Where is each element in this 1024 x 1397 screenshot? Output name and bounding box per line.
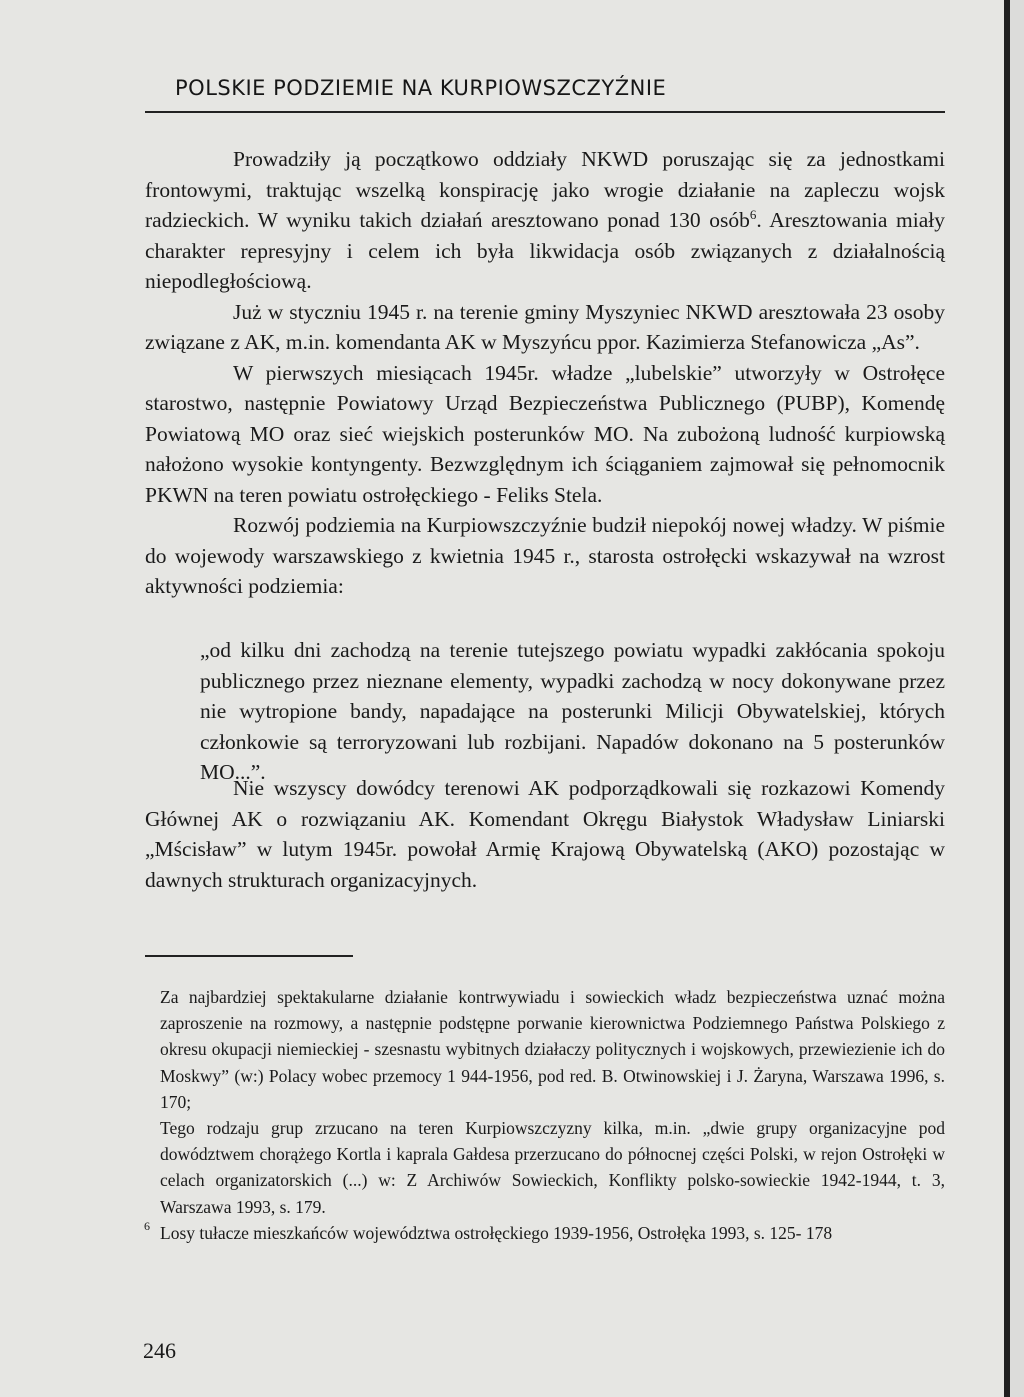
footnote-ref-6: 6 (749, 206, 757, 222)
paragraph-2: Już w styczniu 1945 r. na terenie gminy Myszyniec NKWD aresztowała 23 osoby związane z AK, m.in. komendanta AK w Myszyńcu ppor. Kazimierza Stefanowicza „As”. (145, 299, 945, 354)
block-quote (200, 635, 945, 788)
paragraph-3: W pierwszych miesiącach 1945r. władze „lubelskie” utworzyły w Ostrołęce starostwo, następnie Powiatowy Urząd Bezpieczeństwa Publicznego (PUBP), Komendę Powiatową MO oraz sieć wiejskich posterunków MO. Na zubożoną ludność kurpiowską nałożono wysokie kontyngenty. Bezwzględnym ich ściąganiem zajmował się pełnomocnik PKWN na teren powiatu ostrołęckiego - Feliks Stela. (145, 360, 945, 507)
header-rule (145, 111, 945, 113)
quote-text: „od kilku dni zachodzą na terenie tutejszego powiatu wypadki zakłócania spokoju publicznego przez nieznane elementy, wypadki zachodzą w nocy dokonywane przez nie wytropione bandy, napadające na posterunki Milicji Obywatelskiej, których członkowie są terroryzowani lub rozbijani. Napadów dokonano na 5 posterunków MO...”. (200, 638, 945, 784)
paragraph-4: Rozwój podziemia na Kurpiowszczyźnie budził niepokój nowej władzy. W piśmie do wojewody warszawskiego z kwietnia 1945 r., starosta ostrołęcki wskazywał na wzrost aktywności podziemia: (145, 513, 945, 598)
footnote-b: Tego rodzaju grup zrzucano na teren Kurpiowszczyzny kilka, m.in. „dwie grupy organizacyjne pod dowództwem chorążego Kortla i kaprala Gałdesa przerzucano do północnej części Polski, w rejon Ostrołęki w celach organizatorskich (...) w: Z Archiwów Sowieckich, Konflikty polsko-sowieckie 1942-1944, t. 3, Warszawa 1993, s. 179. (160, 1118, 945, 1217)
footnote-rule (145, 955, 353, 957)
main-text-continued (145, 773, 945, 895)
paragraph-1-text: Prowadziły ją początkowo oddziały NKWD poruszając się za jednostkami frontowymi, traktując wszelką konspirację jako wrogie działanie na zapleczu wojsk radzieckich. W wyniku takich działań aresztowano ponad 130 osób (145, 147, 945, 232)
main-text (145, 144, 945, 602)
paragraph-1 (145, 144, 945, 297)
footnote-6 (144, 1218, 945, 1246)
footnote-a: Za najbardziej spektakularne działanie kontrwywiadu i sowieckich władz bezpieczeństwa uznać można zaproszenie na rozmowy, a następnie podstępne porwanie kierownictwa Podziemnego Państwa Polskiego z okresu okupacji niemieckiej - szesnastu wybitnych działaczy politycznych i wojskowych, przewiezienie ich do Moskwy” (w:) Polacy wobec przemocy 1 944-1956, pod red. B. Otwinowskiej i J. Żaryna, Warszawa 1996, s. 170; (160, 987, 945, 1112)
page-number: 246 (143, 1338, 176, 1363)
footnote-6-text: Losy tułacze mieszkańców województwa ostrołęckiego 1939-1956, Ostrołęka 1993, s. 125- 178 (160, 1222, 833, 1243)
footnotes (144, 984, 945, 1246)
paragraph-1-rest: . Aresztowania miały charakter represyjny i celem ich była likwidacja osób związanych z działalnością niepodległościową. (145, 208, 945, 293)
footnote-6-number: 6 (144, 1218, 150, 1233)
paragraph-5: Nie wszyscy dowódcy terenowi AK podporządkowali się rozkazowi Komendy Głównej AK o rozwiązaniu AK. Komendant Okręgu Białystok Władysław Liniarski „Mścisław” w lutym 1945r. powołał Armię Krajową Obywatelską (AKO) pozostając w dawnych strukturach organizacyjnych. (145, 776, 945, 892)
running-head: POLSKIE PODZIEMIE NA KURPIOWSZCZYŹNIE (175, 76, 667, 100)
